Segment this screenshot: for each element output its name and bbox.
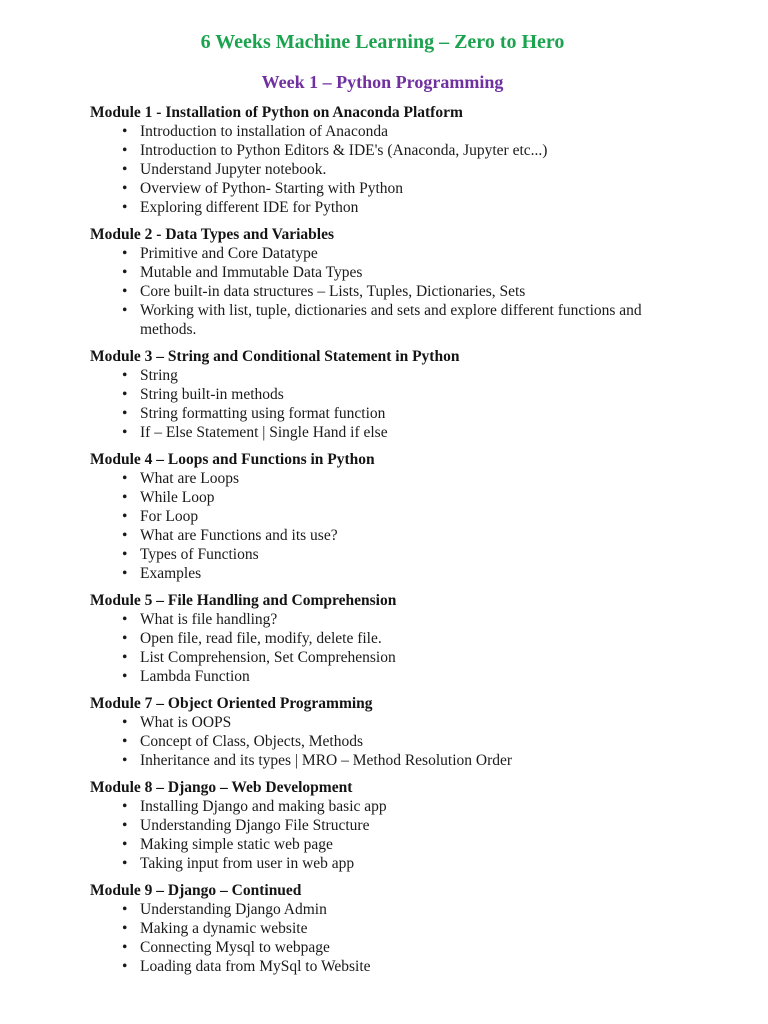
bullet-item: • Open file, read file, modify, delete file. bbox=[140, 629, 675, 648]
bullet-item: • Mutable and Immutable Data Types bbox=[140, 263, 675, 282]
module-heading: Module 9 – Django – Continued bbox=[90, 882, 302, 899]
bullet-item: • Types of Functions bbox=[140, 545, 675, 564]
module-section bbox=[90, 881, 675, 976]
module-heading: Module 3 – String and Conditional Statement in Python bbox=[90, 348, 460, 365]
bullet-item: • What are Loops bbox=[140, 469, 675, 488]
module-section bbox=[90, 591, 675, 686]
bullet-list bbox=[90, 366, 675, 442]
bullet-item: • Lambda Function bbox=[140, 667, 675, 686]
bullet-item: • What are Functions and its use? bbox=[140, 526, 675, 545]
bullet-item: • String bbox=[140, 366, 675, 385]
week-subtitle: Week 1 – Python Programming bbox=[261, 72, 504, 92]
module-section bbox=[90, 347, 675, 442]
bullet-list bbox=[90, 244, 675, 339]
bullet-list bbox=[90, 713, 675, 770]
bullet-item: • Introduction to installation of Anaconda bbox=[140, 122, 675, 141]
bullet-item: • For Loop bbox=[140, 507, 675, 526]
bullet-item: • Primitive and Core Datatype bbox=[140, 244, 675, 263]
bullet-item: • Examples bbox=[140, 564, 675, 583]
bullet-item: • Installing Django and making basic app bbox=[140, 797, 675, 816]
module-section bbox=[90, 778, 675, 873]
bullet-item: • Understanding Django Admin bbox=[140, 900, 675, 919]
bullet-list bbox=[90, 469, 675, 583]
bullet-item: • String built-in methods bbox=[140, 385, 675, 404]
module-section bbox=[90, 225, 675, 339]
module-heading: Module 7 – Object Oriented Programming bbox=[90, 695, 373, 712]
bullet-item: • What is OOPS bbox=[140, 713, 675, 732]
bullet-item: • String formatting using format function bbox=[140, 404, 675, 423]
module-section bbox=[90, 450, 675, 583]
bullet-item: • Understand Jupyter notebook. bbox=[140, 160, 675, 179]
module-heading: Module 5 – File Handling and Comprehension bbox=[90, 592, 397, 609]
module-heading: Module 2 - Data Types and Variables bbox=[90, 226, 335, 243]
bullet-item: • Overview of Python- Starting with Python bbox=[140, 179, 675, 198]
module-section bbox=[90, 103, 675, 217]
module-section bbox=[90, 694, 675, 770]
bullet-item: • While Loop bbox=[140, 488, 675, 507]
bullet-list bbox=[90, 797, 675, 873]
bullet-item: • Inheritance and its types | MRO – Method Resolution Order bbox=[140, 751, 675, 770]
bullet-item: • Loading data from MySql to Website bbox=[140, 957, 675, 976]
bullet-item: • Core built-in data structures – Lists, Tuples, Dictionaries, Sets bbox=[140, 282, 675, 301]
bullet-list bbox=[90, 900, 675, 976]
bullet-item: • Connecting Mysql to webpage bbox=[140, 938, 675, 957]
module-heading: Module 8 – Django – Web Development bbox=[90, 779, 353, 796]
bullet-list bbox=[90, 122, 675, 217]
bullet-item: • Understanding Django File Structure bbox=[140, 816, 675, 835]
bullet-item: • If – Else Statement | Single Hand if else bbox=[140, 423, 675, 442]
module-heading: Module 4 – Loops and Functions in Python bbox=[90, 451, 375, 468]
bullet-item: • Making a dynamic website bbox=[140, 919, 675, 938]
module-heading: Module 1 - Installation of Python on Anaconda Platform bbox=[90, 104, 463, 121]
bullet-item: • Working with list, tuple, dictionaries and sets and explore different functions and methods. bbox=[140, 301, 675, 339]
bullet-item: • Introduction to Python Editors & IDE's (Anaconda, Jupyter etc...) bbox=[140, 141, 675, 160]
bullet-item: • Making simple static web page bbox=[140, 835, 675, 854]
modules-container bbox=[90, 103, 675, 976]
bullet-item: • Exploring different IDE for Python bbox=[140, 198, 675, 217]
bullet-list bbox=[90, 610, 675, 686]
bullet-item: • Taking input from user in web app bbox=[140, 854, 675, 873]
bullet-item: • Concept of Class, Objects, Methods bbox=[140, 732, 675, 751]
course-title: 6 Weeks Machine Learning – Zero to Hero bbox=[200, 31, 565, 53]
bullet-item: • What is file handling? bbox=[140, 610, 675, 629]
bullet-item: • List Comprehension, Set Comprehension bbox=[140, 648, 675, 667]
